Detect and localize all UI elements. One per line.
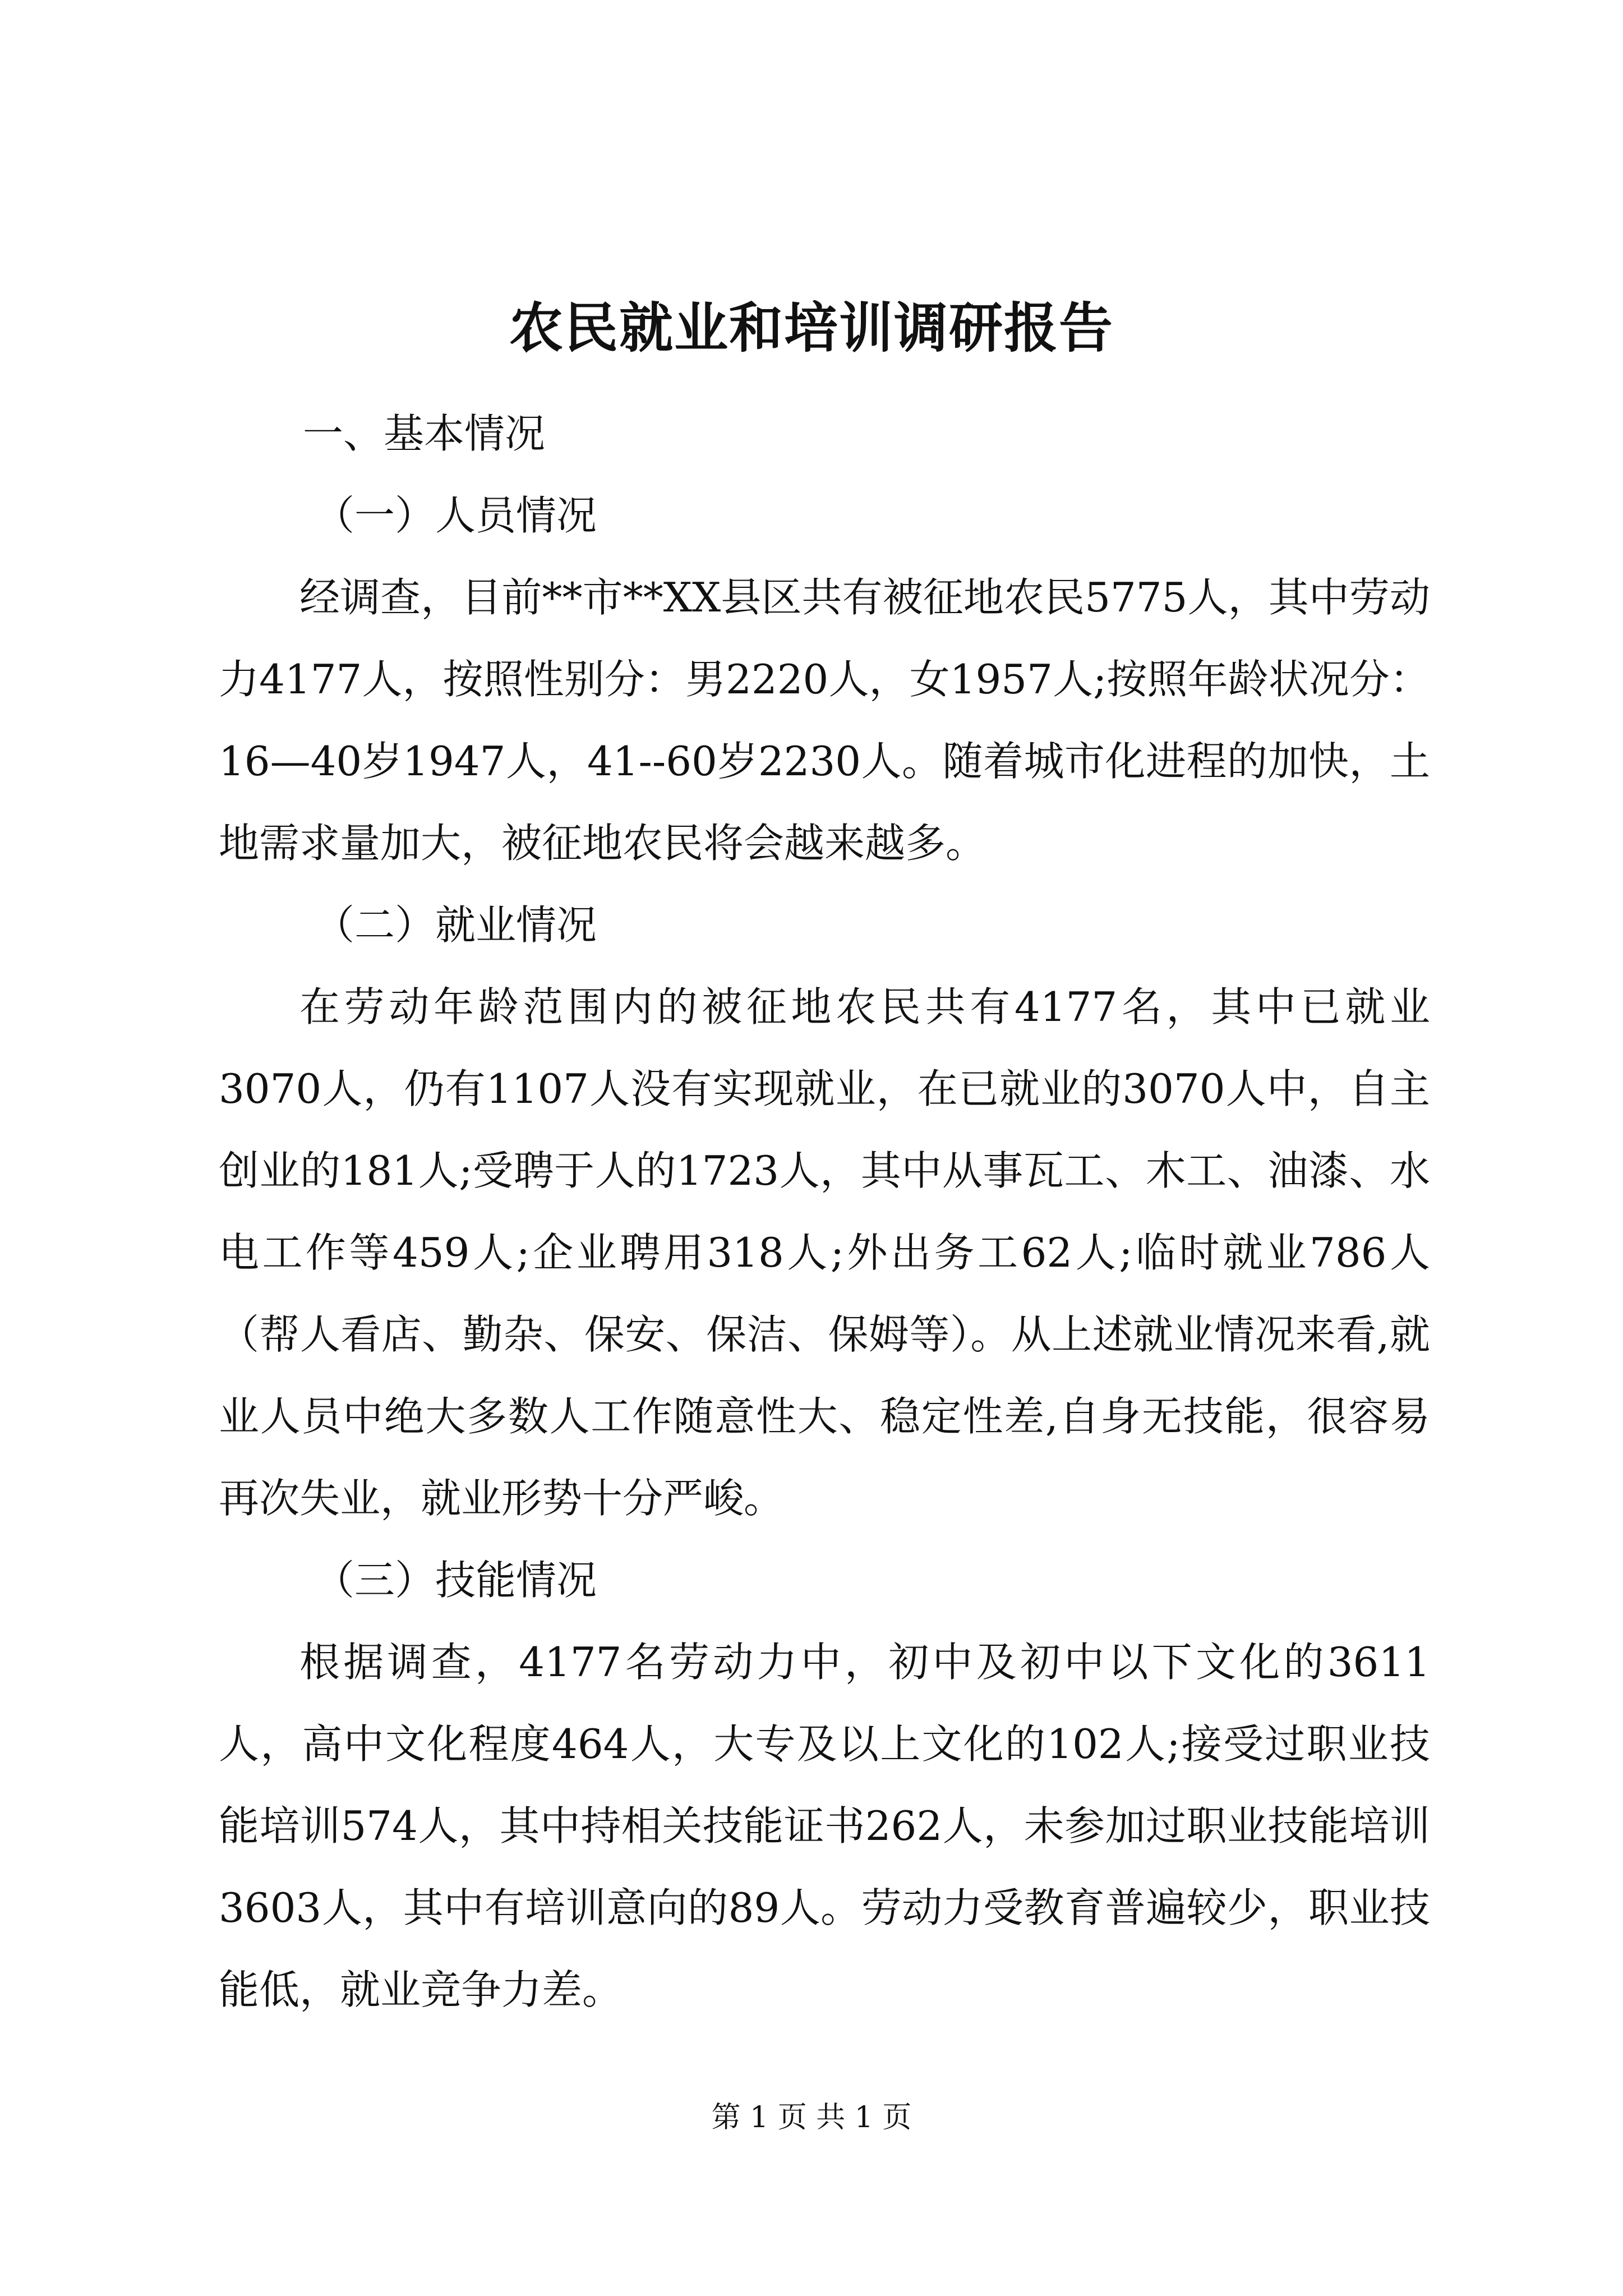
subsection-heading-skills: （三）技能情况 [314, 1557, 597, 1604]
subsection-heading-personnel: （一）人员情况 [314, 492, 597, 539]
paragraph-skills: 根据调查，4177名劳动力中，初中及初中以下文化的3611人，高中文化程度464人，大专及以上文化的102人;接受过职业技能培训574人，其中持相关技能证书262人，未参加过职业技能培训3603人，其中有培训意向的89人。劳动力受教育普遍较少，职业技能低，就业竞争力差。 [219, 1639, 1430, 2013]
document-body [219, 393, 1430, 2031]
page-number-footer: 第 1 页 共 1 页 [711, 2101, 912, 2134]
section-heading-basic: 一、基本情况 [303, 410, 546, 457]
subsection-heading-employment: （二）就业情况 [314, 901, 597, 949]
document-title: 农民就业和培训调研报告 [509, 296, 1114, 360]
paragraph-employment: 在劳动年龄范围内的被征地农民共有4177名，其中已就业3070人，仍有1107人没有实现就业，在已就业的3070人中，自主创业的181人;受聘于人的1723人，其中从事瓦工、木工、油漆、水电工作等459人;企业聘用318人;外出务工62人;临时就业786人（帮人看店、勤杂、保安、保洁、保姆等）。从上述就业情况来看,就业人员中绝大多数人工作随意性大、稳定性差,自身无技能，很容易再次失业，就业形势十分严峻。 [219, 983, 1430, 1522]
paragraph-personnel: 经调查，目前**市**XX县区共有被征地农民5775人，其中劳动力4177人，按照性别分：男2220人，女1957人;按照年龄状况分：16—40岁1947人，41--60岁2230人。随着城市化进程的加快，土地需求量加大，被征地农民将会越来越多。 [219, 574, 1430, 867]
